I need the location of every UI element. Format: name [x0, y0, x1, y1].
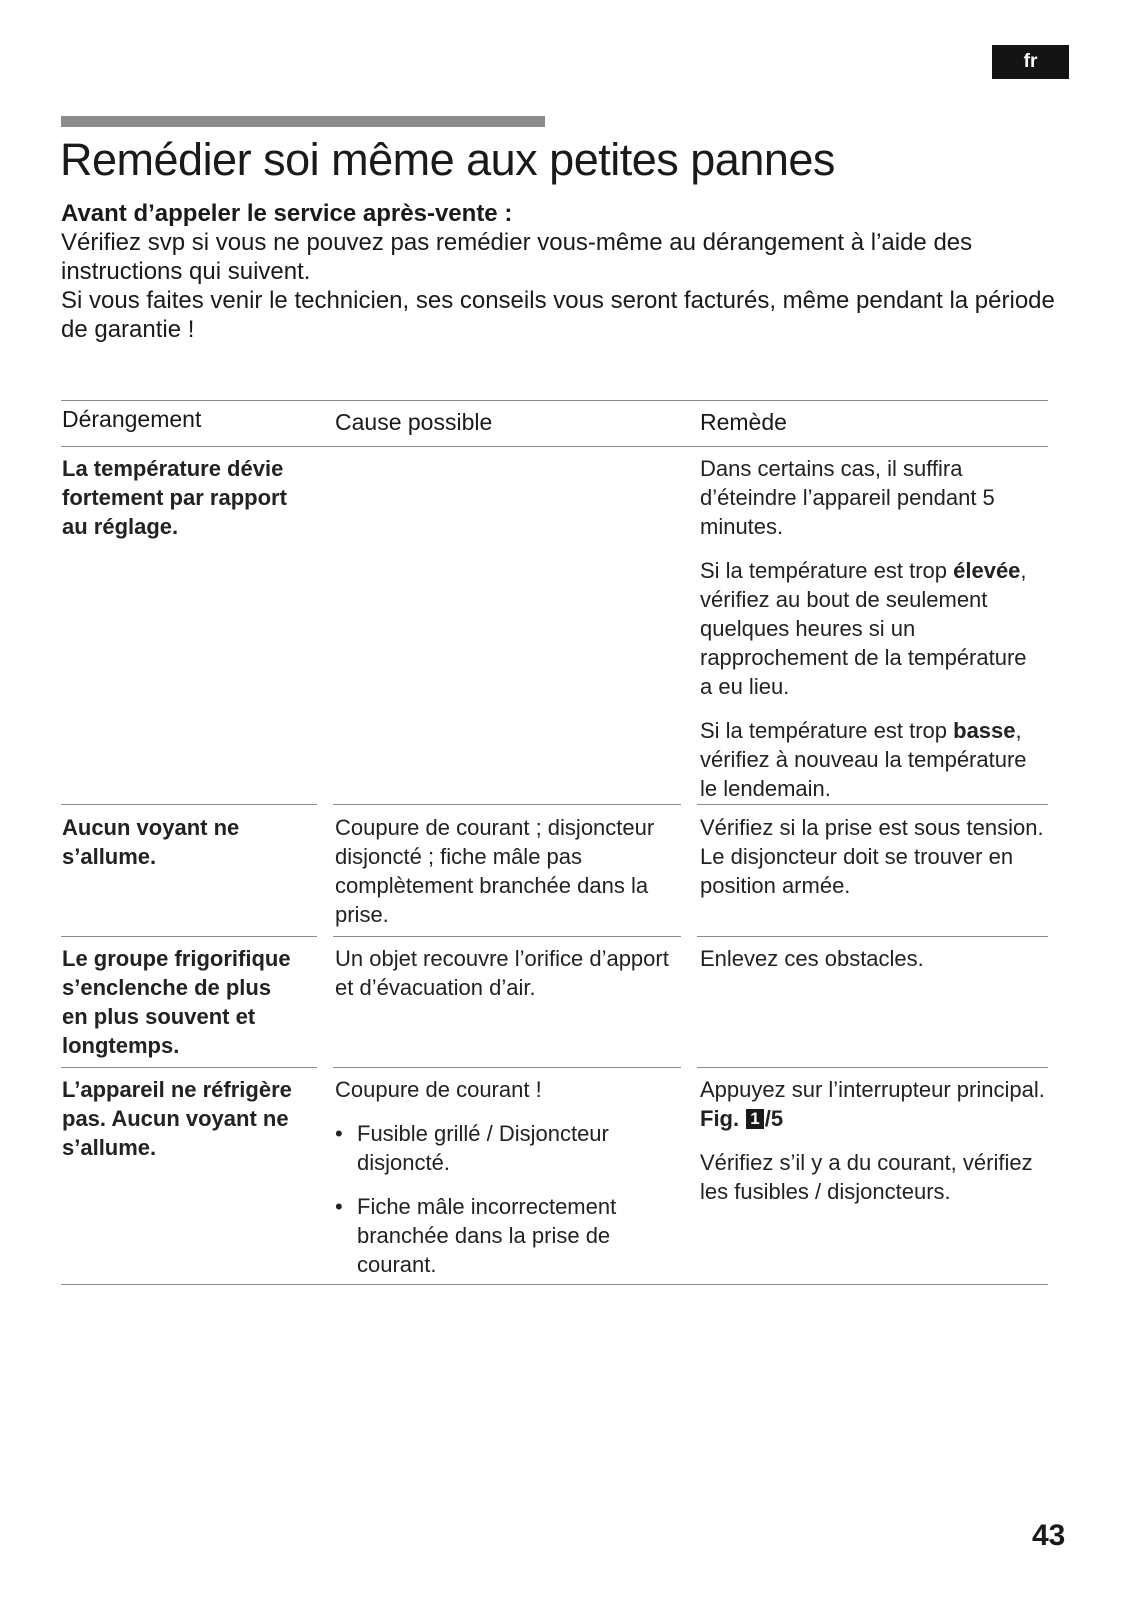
row-1-remedy	[700, 454, 1040, 803]
row-3-fault: Le groupe frigorifique s’enclenche de plus en plus souvent et longtemps.	[62, 946, 291, 1058]
title-rule	[61, 116, 545, 127]
header-remedy: Remède	[700, 409, 787, 435]
header-cause: Cause possible	[335, 409, 493, 435]
row-1-fault: La température dévie fortement par rapport au réglage.	[62, 456, 287, 539]
language-badge: fr	[992, 45, 1069, 79]
row-2-remedy: Vérifiez si la prise est sous tension. Le disjoncteur doit se trouver en position armée.	[700, 815, 1044, 898]
row-4-cause	[335, 1075, 635, 1279]
row-3-rule-remedy	[697, 1067, 1048, 1068]
bullet-text: Fusible grillé / Disjoncteur disjoncté.	[357, 1121, 609, 1175]
row-4-remedy-2: Vérifiez s’il y a du courant, vérifiez les fusibles / disjoncteurs.	[700, 1150, 1033, 1204]
page-number: 43	[1032, 1519, 1066, 1552]
figure-number-badge: 1	[746, 1109, 763, 1129]
bullet-icon: •	[335, 1194, 343, 1219]
figure-reference: Fig. 1 /5	[700, 1106, 784, 1131]
row-4-cause-text: Coupure de courant !	[335, 1077, 542, 1102]
row-1-remedy-1: Dans certains cas, il suffira d’éteindre l’appareil pendant 5 minutes.	[700, 456, 995, 539]
row-4-remedy-1: Appuyez sur l’interrupteur principal. Fig. 1 /5	[700, 1077, 1045, 1131]
row-3-rule-cause	[333, 1067, 681, 1068]
table-bottom-rule	[61, 1284, 1048, 1285]
intro-lead: Avant d’appeler le service après-vente :	[61, 200, 513, 227]
row-2-rule-cause	[333, 936, 681, 937]
row-3-rule-fault	[61, 1067, 317, 1068]
row-4-bullet-1	[335, 1119, 635, 1177]
row-1-remedy-3: Si la température est trop basse, vérifiez à nouveau la température le lendemain.	[700, 718, 1027, 801]
bullet-icon: •	[335, 1121, 343, 1146]
row-4-bullet-2	[335, 1192, 635, 1279]
row-2-fault: Aucun voyant ne s’allume.	[62, 815, 240, 869]
intro-paragraph-2: Si vous faites venir le technicien, ses conseils vous seront facturés, même pendant la période de garantie !	[61, 287, 1055, 343]
row-2-cause: Coupure de courant ; disjoncteur disjoncté ; fiche mâle pas complètement branchée dans la prise.	[335, 815, 655, 927]
row-4-remedy	[700, 1075, 1045, 1206]
table-top-rule	[61, 400, 1048, 401]
row-2-rule-fault	[61, 936, 317, 937]
header-rule	[61, 446, 1048, 447]
row-3-remedy: Enlevez ces obstacles.	[700, 946, 924, 971]
row-1-rule-remedy	[697, 804, 1048, 805]
intro-section	[61, 199, 1081, 344]
page-title: Remédier soi même aux petites pannes	[60, 134, 835, 185]
row-1-remedy-2: Si la température est trop élevée, vérifiez au bout de seulement quelques heures si un rapprochement de la température a eu lieu.	[700, 558, 1027, 699]
row-1-rule-fault	[61, 804, 317, 805]
bullet-text: Fiche mâle incorrectement branchée dans la prise de courant.	[357, 1194, 617, 1277]
intro-paragraph-1: Vérifiez svp si vous ne pouvez pas remédier vous-même au dérangement à l’aide des instructions qui suivent.	[61, 229, 973, 285]
row-2-rule-remedy	[697, 936, 1048, 937]
row-1-rule-cause	[333, 804, 681, 805]
row-3-cause: Un objet recouvre l’orifice d’apport et d’évacuation d’air.	[335, 946, 669, 1000]
row-4-fault: L’appareil ne réfrigère pas. Aucun voyant ne s’allume.	[62, 1077, 292, 1160]
header-fault: Dérangement	[62, 406, 202, 432]
